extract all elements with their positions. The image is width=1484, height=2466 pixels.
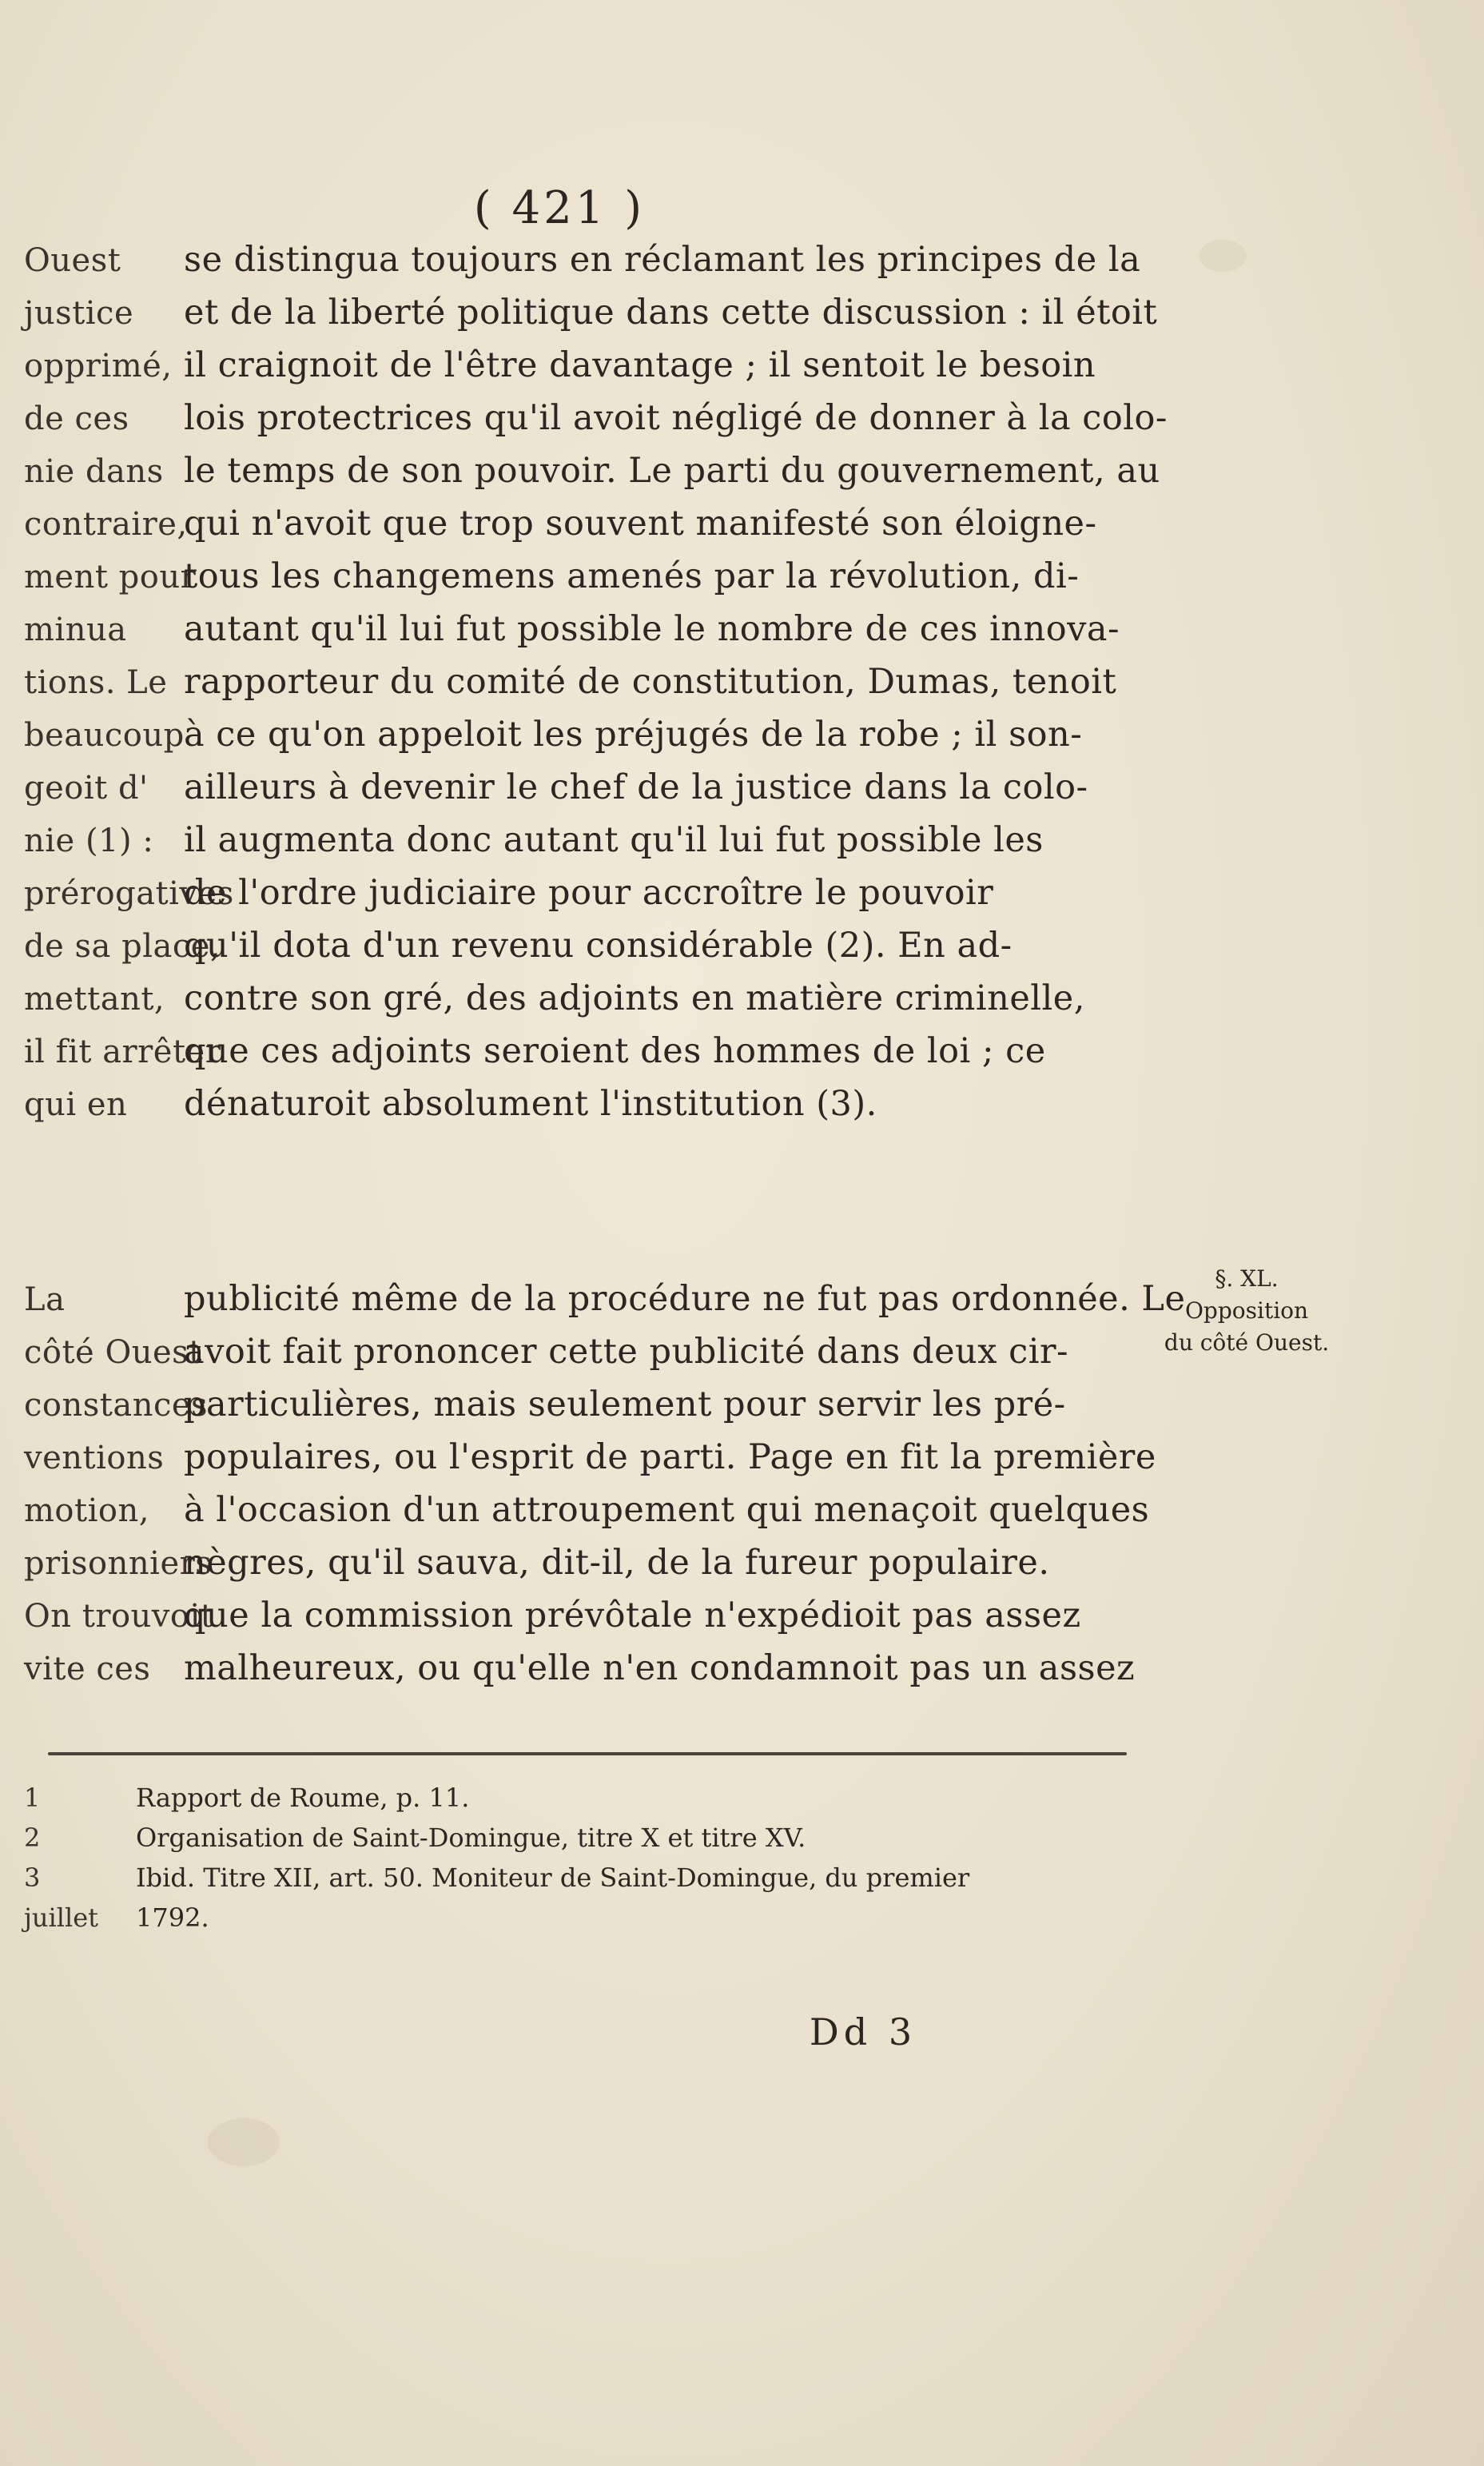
line-text: populaires, ou l'esprit de parti. Page en fit la première (184, 1437, 1156, 1477)
line-text: à l'occasion d'un attroupement qui menaçoit quelques (184, 1490, 1150, 1530)
margin-word: contraire, (24, 506, 188, 543)
text-line (24, 556, 1079, 596)
line-text: que ces adjoints seroient des hommes de loi ; ce (184, 1031, 1046, 1071)
section-number: §. XL. (1215, 1265, 1279, 1292)
line-text: il augmenta donc autant qu'il lui fut possible les (184, 820, 1044, 860)
text-line (24, 293, 1157, 333)
text-line (24, 662, 1116, 702)
margin-word: nie dans (24, 453, 164, 490)
margin-word: prisonniers (24, 1545, 213, 1582)
line-text: se distingua toujours en réclamant les principes de la (184, 240, 1141, 280)
margin-word: de sa place, (24, 928, 221, 965)
margin-word: constances (24, 1387, 209, 1424)
line-text: nègres, qu'il sauva, dit-il, de la fureur populaire. (184, 1543, 1050, 1583)
footnote-mark: 3 (24, 1862, 41, 1893)
line-text: il craignoit de l'être davantage ; il sentoit le besoin (184, 345, 1096, 385)
footnote-text: Rapport de Roume, p. 11. (136, 1783, 470, 1813)
line-text: particulières, mais seulement pour servir les pré- (184, 1384, 1066, 1424)
text-line (24, 1279, 1185, 1319)
margin-word: mettant, (24, 981, 165, 1018)
footnote-mark: juillet (24, 1902, 99, 1933)
line-text: le temps de son pouvoir. Le parti du gouvernement, au (184, 451, 1160, 491)
text-line (24, 504, 1097, 544)
footnote (24, 1823, 806, 1853)
text-line (24, 767, 1088, 807)
footnote (24, 1783, 469, 1813)
text-line (24, 1332, 1068, 1372)
text-line (24, 1648, 1135, 1688)
line-text: contre son gré, des adjoints en matière criminelle, (184, 978, 1085, 1018)
margin-word: motion, (24, 1492, 149, 1529)
footnote-rule (48, 1752, 1127, 1755)
line-text: et de la liberté politique dans cette discussion : il étoit (184, 293, 1158, 333)
margin-word: nie (1) : (24, 823, 154, 859)
footnote-mark: 2 (24, 1823, 41, 1853)
line-text: dénaturoit absolument l'institution (3). (184, 1084, 877, 1124)
text-line (24, 609, 1120, 649)
margin-word: ment pour (24, 559, 197, 596)
text-line (24, 1543, 1050, 1583)
paper-stain (208, 2118, 280, 2166)
margin-word: Ouest (24, 242, 121, 279)
text-line (24, 345, 1096, 385)
footnote-text: 1792. (136, 1902, 209, 1933)
signature-mark: Dd 3 (809, 2010, 917, 2054)
margin-word: prérogatives (24, 875, 234, 912)
line-text: autant qu'il lui fut possible le nombre de ces innova- (184, 609, 1120, 649)
margin-word: qui en (24, 1086, 128, 1123)
line-text: lois protectrices qu'il avoit négligé de donner à la colo- (184, 398, 1168, 438)
footnote (24, 1862, 969, 1893)
line-text: tous les changemens amenés par la révolution, di- (184, 556, 1080, 596)
line-text: qui n'avoit que trop souvent manifesté son éloigne- (184, 504, 1097, 544)
line-text: publicité même de la procédure ne fut pas ordonnée. Le (184, 1279, 1186, 1319)
margin-word: geoit d' (24, 770, 149, 807)
margin-note (1143, 1263, 1351, 1359)
line-text: à ce qu'on appeloit les préjugés de la robe ; il son- (184, 715, 1083, 755)
margin-word: tions. Le (24, 664, 168, 701)
text-line (24, 451, 1160, 491)
text-line (24, 1437, 1156, 1477)
margin-word: ventions (24, 1440, 165, 1476)
margin-word: il fit arrêter (24, 1034, 221, 1070)
footnote (24, 1902, 209, 1933)
text-line (24, 398, 1168, 438)
text-line (24, 715, 1082, 755)
line-text: malheureux, ou qu'elle n'en condamnoit pas un assez (184, 1648, 1136, 1688)
text-line (24, 240, 1140, 280)
margin-word: de ces (24, 400, 129, 437)
text-line (24, 978, 1085, 1018)
line-text: qu'il dota d'un revenu considérable (2). En ad- (184, 926, 1013, 966)
text-line (24, 1490, 1149, 1530)
margin-word: vite ces (24, 1651, 151, 1687)
margin-word: côté Ouest (24, 1334, 202, 1371)
line-text: rapporteur du comité de constitution, Dumas, tenoit (184, 662, 1117, 702)
margin-word: La (24, 1281, 66, 1318)
text-line (24, 1031, 1046, 1071)
text-line (24, 1596, 1081, 1635)
margin-word: justice (24, 295, 134, 332)
footnote-text: Ibid. Titre XII, art. 50. Moniteur de Saint-Domingue, du premier (136, 1862, 970, 1893)
text-line (24, 820, 1044, 860)
margin-note-line: Opposition (1184, 1297, 1309, 1324)
margin-note-line: du côté Ouest. (1164, 1329, 1330, 1356)
text-line (24, 1084, 877, 1124)
line-text: ailleurs à devenir le chef de la justice dans la colo- (184, 767, 1088, 807)
paper-stain (1199, 240, 1247, 272)
margin-word: beaucoup (24, 717, 185, 754)
footnote-mark: 1 (24, 1783, 41, 1813)
line-text: avoit fait prononcer cette publicité dans deux cir- (184, 1332, 1069, 1372)
page-number: ( 421 ) (473, 182, 646, 234)
text-line (24, 873, 993, 913)
line-text: de l'ordre judiciaire pour accroître le pouvoir (184, 873, 994, 913)
margin-word: On trouvoit (24, 1598, 214, 1635)
text-line (24, 1384, 1066, 1424)
margin-word: opprimé, (24, 348, 173, 384)
footnote-text: Organisation de Saint-Domingue, titre X et titre XV. (136, 1823, 806, 1853)
margin-word: minua (24, 612, 127, 648)
text-line (24, 926, 1013, 966)
line-text: que la commission prévôtale n'expédioit pas assez (184, 1596, 1081, 1635)
